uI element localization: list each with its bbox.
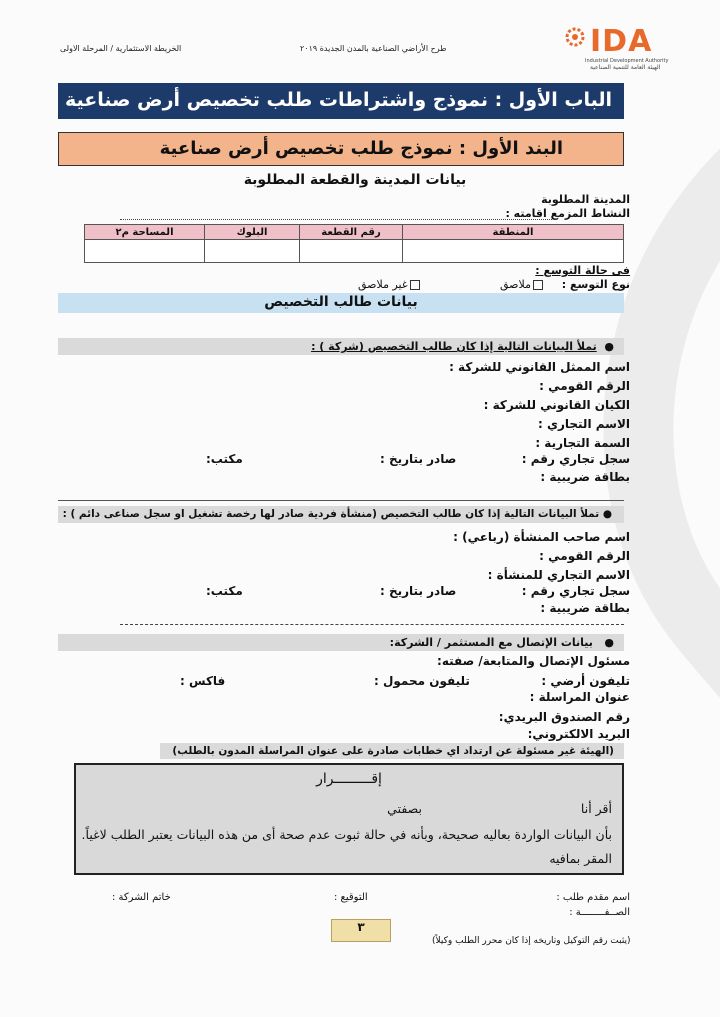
applicant-section-title: بيانات طالب التخصيص — [58, 293, 624, 313]
gear-logo-icon — [562, 24, 588, 50]
logo-sub-ar: الهيئة العامة للتنمية الصناعية — [590, 64, 661, 71]
cell-block[interactable] — [205, 240, 300, 263]
fax-label: فاكس : — [180, 674, 226, 688]
ida-logo: IDA — [590, 24, 653, 59]
company-field: الرقم القومي : — [539, 379, 630, 393]
header-center-text: طرح الأراضي الصناعية بالمدن الجديدة ٢٠١٩ — [300, 44, 447, 53]
authority-note: (الهيئة غير مسئولة عن ارتداد اي خطابات صادرة على عنوان المراسلة المدون بالطلب) — [160, 743, 624, 759]
individual-field: الاسم التجاري للمنشأة : — [487, 568, 630, 582]
company-intro-bar — [58, 338, 624, 355]
section-divider — [58, 500, 624, 501]
po-box-label: رقم الصندوق البريدي: — [498, 710, 630, 724]
col-area: المساحة م٢ — [85, 225, 205, 240]
individual-issued-label: صادر بتاريخ : — [380, 584, 457, 598]
dashed-divider — [120, 624, 624, 625]
company-field: اسم الممثل القانوني للشركة : — [449, 360, 630, 374]
company-cr-label: سجل تجاري رقم : — [521, 452, 630, 466]
declaration-i-declare: أقر أنا — [580, 801, 612, 816]
col-plot-number: رقم القطعة — [300, 225, 403, 240]
clause-title: البند الأول : نموذج طلب تخصيص أرض صناعية — [58, 132, 624, 166]
declaration-capacity: بصفتي — [387, 801, 422, 816]
company-issued-label: صادر بتاريخ : — [380, 452, 457, 466]
declaration-box — [74, 763, 624, 875]
landline-label: تليفون أرضي : — [541, 674, 630, 688]
page-number: ٣ — [331, 919, 391, 942]
company-field: الكيان القانوني للشركة : — [483, 398, 630, 412]
non-adjacent-option[interactable] — [358, 278, 422, 291]
cell-zone[interactable] — [403, 240, 624, 263]
chapter-title: الباب الأول : نموذج واشتراطات طلب تخصيص أرض صناعية — [58, 83, 624, 119]
company-tax-label: بطاقة ضريبية : — [540, 470, 630, 484]
company-field: الاسم التجاري : — [538, 417, 630, 431]
contact-intro: بيانات الإتصال مع المستثمر / الشركة: — [389, 636, 593, 649]
non-adjacent-checkbox[interactable] — [410, 280, 420, 290]
col-zone: المنطقة — [403, 225, 624, 240]
bullet-icon: ● — [599, 508, 612, 520]
declaration-title: إقـــــــــرار — [316, 771, 382, 787]
company-seal-label: خاتم الشركة : — [112, 892, 171, 903]
company-fields — [449, 358, 630, 453]
individual-fields — [453, 528, 630, 585]
adjacent-label: ملاصق — [500, 278, 531, 291]
applicant-capacity-label: الصــفــــــــة : — [569, 907, 630, 918]
city-section-title: بيانات المدينة والقطعة المطلوبة — [243, 172, 467, 188]
cell-plot-number[interactable] — [300, 240, 403, 263]
contact-intro-bar — [58, 634, 624, 651]
proxy-note: (يثبت رقم التوكيل وتاريخه إذا كان محرر الطلب وكيلاً) — [432, 936, 631, 946]
expansion-type-label: نوع التوسع : — [561, 278, 630, 291]
company-intro: تملأ البيانات التالية إذا كان طالب التخصيص (شركة ) : — [311, 340, 597, 353]
mailing-address-label: عنوان المراسلة : — [529, 690, 630, 704]
email-label: البريد الالكتروني: — [527, 727, 630, 741]
contact-person-label: مسئول الإتصال والمتابعة/ صفته: — [437, 654, 630, 668]
col-block: البلوك — [205, 225, 300, 240]
adjacent-option[interactable] — [500, 278, 545, 291]
bullet-icon: ● — [596, 340, 614, 353]
logo-sub-en: Industrial Development Authority — [585, 58, 669, 64]
individual-field: اسم صاحب المنشأة (رباعي) : — [453, 530, 630, 544]
mobile-label: تليفون محمول : — [374, 674, 470, 688]
individual-tax-label: بطاقة ضريبية : — [540, 601, 630, 615]
city-label: المدينة المطلوبة — [541, 193, 630, 206]
individual-cr-label: سجل تجاري رقم : — [521, 584, 630, 598]
non-adjacent-label: غير ملاصق — [358, 278, 408, 291]
bullet-icon: ● — [592, 636, 614, 649]
adjacent-checkbox[interactable] — [533, 280, 543, 290]
expansion-label: فى حالة التوسع : — [535, 264, 630, 277]
declaration-statement: بأن البيانات الواردة بعاليه صحيحة، وبأنه في حالة ثبوت عدم صحة أى من هذه البيانات يعتبر الطلب لاغياً. — [81, 827, 612, 842]
company-office-label: مكتب: — [206, 452, 243, 466]
activity-label: النشاط المزمع اقامته : — [505, 207, 630, 220]
individual-office-label: مكتب: — [206, 584, 243, 598]
individual-field: الرقم القومي : — [539, 549, 630, 563]
declaration-signer: المقر بمافيه — [549, 851, 612, 866]
activity-dotted-line — [120, 219, 552, 220]
signature-label: التوقيع : — [334, 892, 368, 903]
cell-area[interactable] — [85, 240, 205, 263]
individual-intro-bar — [58, 506, 624, 523]
applicant-name-label: اسم مقدم طلب : — [556, 892, 630, 903]
company-field: السمة التجارية : — [535, 436, 630, 450]
header-right-text: الخريطة الاستثمارية / المرحلة الاولى — [60, 44, 182, 53]
individual-intro: تملأ البيانات التالية إذا كان طالب التخصيص (منشأة فردية صادر لها رخصة تشغيل او سجل صناعى دائم ) : — [62, 508, 600, 520]
plot-table — [84, 224, 624, 263]
